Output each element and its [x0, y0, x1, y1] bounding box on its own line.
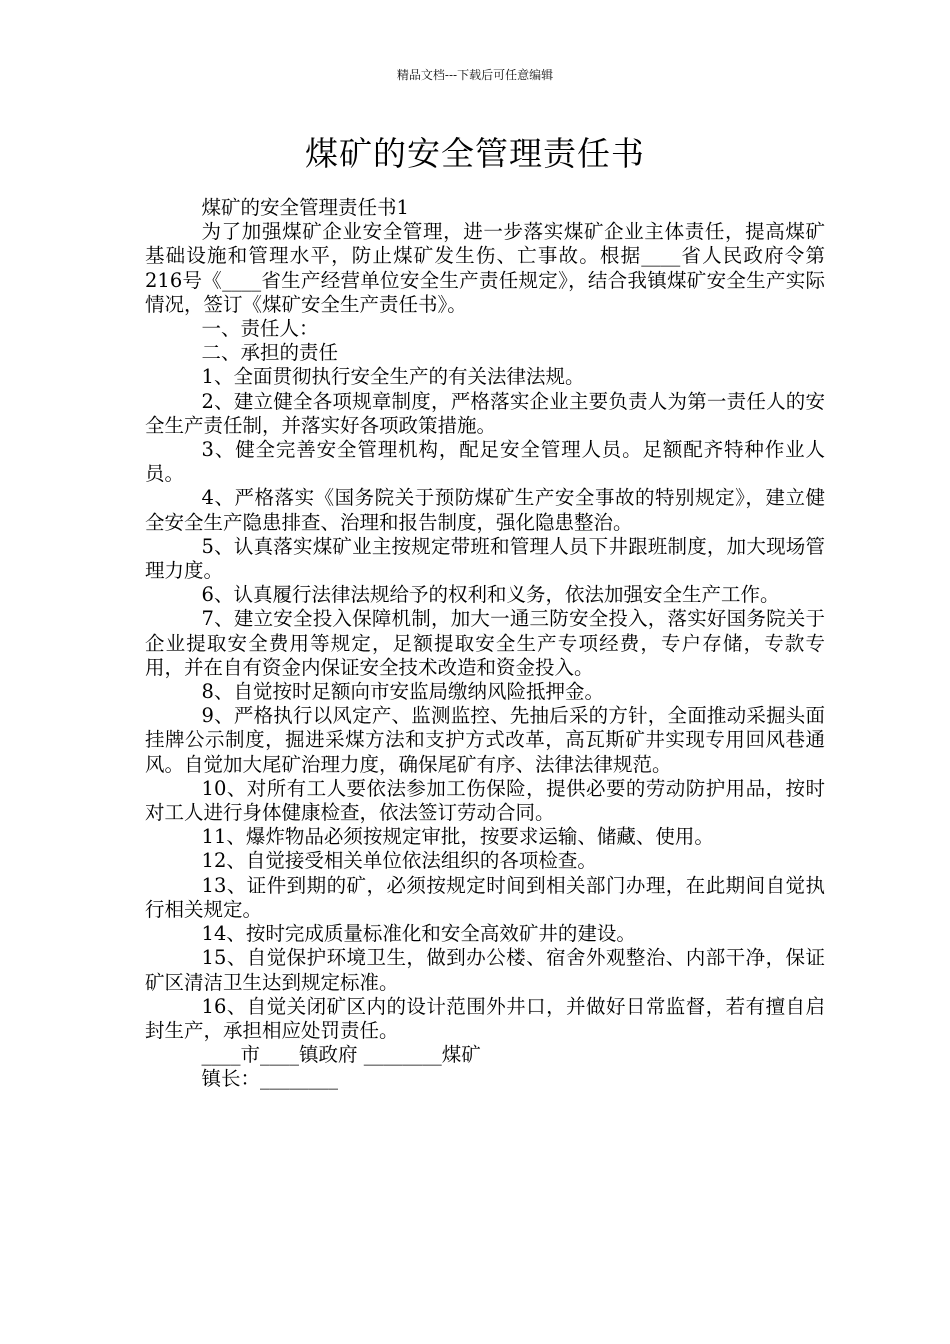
clause-14: 14、按时完成质量标准化和安全高效矿井的建设。 [201, 922, 636, 946]
clause-8: 8、自觉按时足额向市安监局缴纳风险抵押金。 [201, 680, 604, 704]
clause-11: 11、爆炸物品必须按规定审批，按要求运输、储藏、使用。 [201, 825, 714, 849]
responsibilities-heading: 二、承担的责任 [201, 341, 339, 365]
clause-3: 3、健全完善安全管理机构，配足安全管理人员。足额配齐特种作业人员。 [145, 438, 825, 486]
clause-2: 2、建立健全各项规章制度，严格落实企业主要负责人为第一责任人的安全生产责任制，并落实好各项政策措施。 [145, 389, 825, 437]
clause-7: 7、建立安全投入保障机制，加大一通三防安全投入，落实好国务院关于企业提取安全费用等规定，足额提取安全生产专项经费，专户存储，专款专用，并在自有资金内保证安全技术改造和资金投入。 [145, 607, 825, 679]
clause-10: 10、对所有工人要依法参加工伤保险，提供必要的劳动防护用品，按时对工人进行身体健康检查，依法签订劳动合同。 [145, 776, 825, 825]
clause-16: 16、自觉关闭矿区内的设计范围外井口，并做好日常监督，若有擅自启封生产，承担相应处罚责任。 [145, 994, 825, 1042]
clause-13: 13、证件到期的矿，必须按规定时间到相关部门办理，在此期间自觉执行相关规定。 [145, 873, 825, 921]
intro-paragraph: 为了加强煤矿企业安全管理，进一步落实煤矿企业主体责任，提高煤矿基础设施和管理水平，防止煤矿发生伤、亡事故。根据____省人民政府令第216号《____省生产经营单位安全生产责任规定》，结合我镇煤矿安全生产实际情况，签订《煤矿安全生产责任书》。 [145, 220, 825, 316]
document-body [145, 196, 825, 1092]
clause-6: 6、认真履行法律法规给予的权利和义务，依法加强安全生产工作。 [201, 583, 780, 607]
clause-4: 4、严格落实《国务院关于预防煤矿生产安全事故的特别规定》，建立健全安全生产隐患排查、治理和报告制度，强化隐患整治。 [145, 486, 825, 534]
clause-5: 5、认真落实煤矿业主按规定带班和管理人员下井跟班制度，加大现场管理力度。 [145, 534, 825, 583]
clause-15: 15、自觉保护环境卫生，做到办公楼、宿舍外观整治、内部干净，保证矿区清洁卫生达到规定标准。 [145, 946, 825, 994]
clause-12: 12、自觉接受相关单位依法组织的各项检查。 [201, 849, 597, 873]
page-header: 精品文档---下载后可任意编辑 [396, 68, 554, 82]
document-title: 煤矿的安全管理责任书 [305, 134, 645, 173]
signatory-line: ____市____镇政府 ________煤矿 [201, 1043, 481, 1067]
responsible-person-heading: 一、责任人： [201, 317, 319, 341]
clause-1: 1、全面贯彻执行安全生产的有关法律法规。 [201, 365, 585, 389]
section-heading: 煤矿的安全管理责任书1 [201, 196, 409, 219]
clause-9: 9、严格执行以风定产、监测监控、先抽后采的方针，全面推动采掘头面挂牌公示制度，掘进采煤方法和支护方式改革，高瓦斯矿井实现专用回风巷通风。自觉加大尾矿治理力度，确保尾矿有序、法律法律规范。 [145, 704, 825, 776]
mayor-signature-line: 镇长：________ [201, 1067, 339, 1091]
